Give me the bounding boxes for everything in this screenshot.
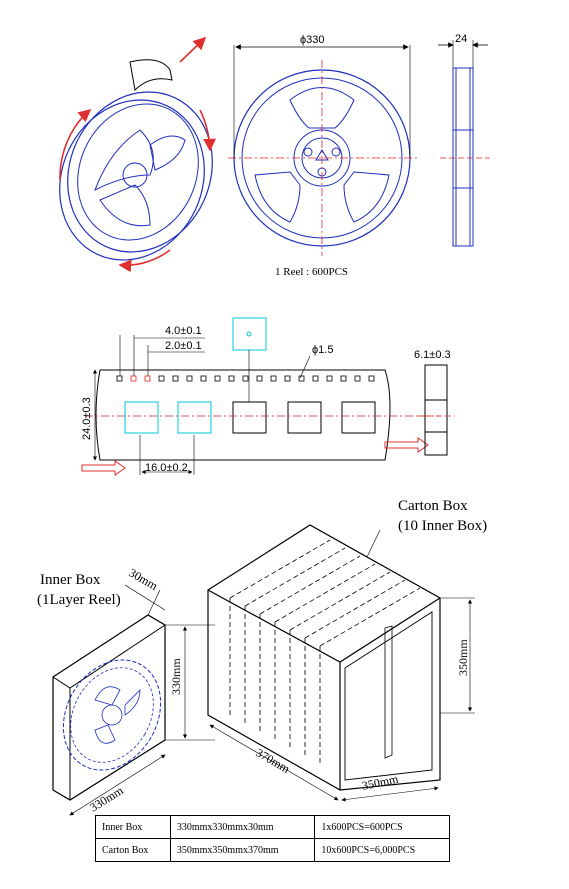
carton-depth-label: 350mm [360, 771, 400, 793]
tape-thickness-label: 6.1±0.3 [414, 349, 451, 361]
table-cell-name: Carton Box [96, 839, 171, 862]
inner-height-label: 330mm [169, 658, 183, 695]
table-cell-size: 330mmx330mmx30mm [170, 816, 315, 839]
inner-width-label: 330mm [87, 783, 126, 815]
hole-diameter-label: ϕ1.5 [312, 344, 334, 356]
reel-caption: 1 Reel : 600PCS [275, 266, 349, 278]
sprocket-offset-label: 2.0±0.1 [165, 340, 202, 352]
reel-side-view [438, 40, 490, 246]
carton-subtitle: (10 Inner Box) [398, 518, 488, 534]
table-cell-name: Inner Box [96, 816, 171, 839]
table-row [96, 839, 450, 862]
inner-title: Inner Box [40, 572, 101, 588]
carton-height-label: 350mm [456, 639, 470, 676]
sprocket-pitch-label: 4.0±0.1 [165, 325, 202, 337]
table-row [96, 816, 450, 839]
carrier-tape [82, 318, 455, 475]
reel-perspective [34, 38, 238, 284]
packing-table [95, 815, 450, 862]
carton-box [208, 525, 475, 800]
reel-diameter-label: ϕ330 [300, 34, 325, 46]
carton-title: Carton Box [398, 498, 468, 514]
carton-length-label: 370mm [253, 745, 293, 776]
inner-depth-label: 30mm [126, 565, 161, 593]
pocket-pitch-label: 16.0±0.2 [145, 462, 188, 474]
table-cell-qty: 1x600PCS=600PCS [315, 816, 450, 839]
table-cell-size: 350mmx350mmx370mm [170, 839, 315, 862]
inner-subtitle: (1Layer Reel) [37, 592, 121, 608]
table-cell-qty: 10x600PCS=6,000PCS [315, 839, 450, 862]
tape-width-label: 24.0±0.3 [81, 397, 93, 440]
inner-box [44, 585, 215, 815]
reel-width-label: 24 [455, 33, 468, 45]
reel-front-view [228, 45, 420, 256]
